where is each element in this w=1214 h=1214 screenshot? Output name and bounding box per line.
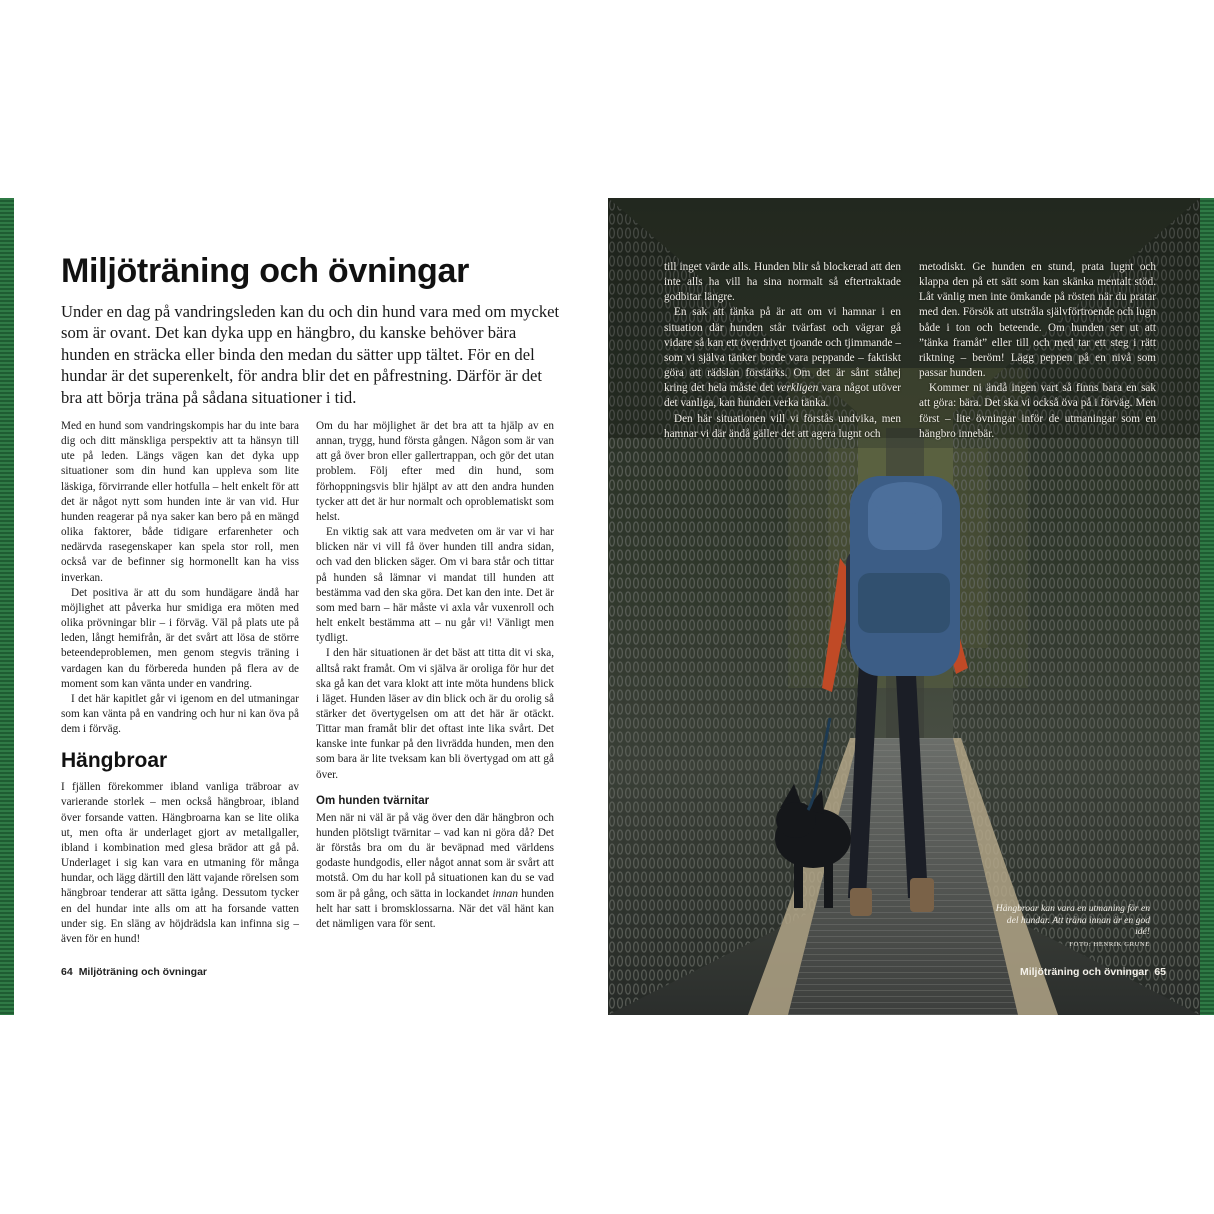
caption-text: Hängbroar kan vara en utmaning för en del hundar. Att träna innan är en god idé! <box>995 903 1150 937</box>
page-number: 64 <box>61 966 73 978</box>
body-paragraph <box>316 811 554 932</box>
body-paragraph: Med en hund som vandringskompis har du inte bara dig och ditt mänskliga perspektiv att ta hänsyn till ute på leden. Längs vägen kan det dyka upp situationer som din hund kan uppleva som lite läskiga, förvirrande eller hotfulla – helt enkelt för att det är något nytt som hunden inte är van vid. Hur hunden reagerar på nya saker kan bero på en mängd olika faktorer, både tidigare erfarenheter och nedärvda rasegenskaper kan spela stor roll, men också var de befinner sig hormonellt kan ha viss inverkan. <box>61 420 299 584</box>
text-run: hunden helt har satt i bromsklossarna. När det väl hänt kan det nämligen vara för sent. <box>316 887 554 930</box>
body-paragraph: I den här situationen är det bäst att titta dit vi ska, alltså rakt framåt. Om vi själva är oroliga för hur det ska gå kan det vara klokt att inte möta hundens blick i läget. Hunden läser av din blick och är du orolig så stärker det övertygelsen om att det här är otäckt. Tittar man framåt blir det oftast inte lika svårt. Det kanske inte funkar på den livrädda hunden, men den som bara är lite tveksam kan bli övertygad om att gå över. <box>316 647 554 781</box>
text-run: vara något utöver det vanliga, kan hunden verka tänka. <box>664 382 901 410</box>
body-paragraph <box>664 305 901 411</box>
photo-caption <box>992 903 1150 950</box>
body-paragraph: Det positiva är att du som hundägare ändå har möjlighet att påverka hur smidiga era möten med olika prövningar blir – i förväg. Väl på plats ute på leden, långt hemifrån, är det svårt att lösa de större beteendeproblemen, men genom stegvis träning i vardagen kan du förbereda hunden på flera av de moment som kan vänta under en vandring. <box>61 586 299 690</box>
right-page <box>608 198 1200 1015</box>
page-footer-right <box>1008 966 1166 978</box>
body-paragraph: Den här situationen vill vi förstås undvika, men hamnar vi där ändå gäller det att agera lugnt och <box>664 412 901 440</box>
page-footer-left <box>61 966 207 978</box>
body-paragraph: I det här kapitlet går vi igenom en del utmaningar som kan vänta på en vandring och hur ni kan öva på dem i förväg. <box>61 692 299 736</box>
right-column-1 <box>664 260 901 442</box>
running-title: Miljöträning och övningar <box>1019 966 1149 978</box>
body-paragraph: till inget värde alls. Hunden blir så blockerad att den inte alls ha vill ha sina normalt så eftertraktade godbitar längre. <box>664 261 901 304</box>
body-paragraph: metodiskt. Ge hunden en stund, prata lugnt och klappa den på ett sätt som kan skänka mentalt stöd. Låt vänlig men inte ömkande på rösten när du pratar med den. Försök att utstråla självförtroende och lugn både i ton och beteende. Om hunden ser ut att ”tänka framåt” eller till och med tar ett steg i rätt riktning – beröm! Lägg peppen på en nivå som passar hunden. <box>919 261 1156 380</box>
text-run: Men när ni väl är på väg över den där hängbron och hunden plötsligt tvärnitar – vad kan ni göra då? Det är förstås bra om du är beväpnad med världens godaste hundgodis, eller något annat som är svårt att motstå. Om du har koll på situationen kan du se vad som är på gång, och sätta in lockandet <box>316 811 554 900</box>
body-paragraph: Om du har möjlighet är det bra att ta hjälp av en annan, trygg, hund första gången. Någon som är van att gå över bron eller gallertrappan, och gör det utan problem. Följ efter med din hund, som förhoppningsvis blir hjälpt av att den andra hunden tycker att det är hur normalt och oproblematiskt som helst. <box>316 420 554 523</box>
running-title: Miljöträning och övningar <box>78 966 208 978</box>
page-number: 65 <box>1154 966 1166 978</box>
body-paragraph: I fjällen förekommer ibland vanliga träbroar av varierande storlek – men också hängbroar, ibland över forsande vatten. Hängbroarna kan se lite olika ut, men ofta är underlaget gjort av metallgaller, ibland i kombination med glesa brädor att gå på. Underlaget i sig kan vara en utmaning för många hundar, och lägg därtill den lätt vajande rörelsen som hängbroar tenderar att sätta igång. Dessutom tycker en del hundar inte alls om att ha forsande vatten under sig. En släng av höjdrädsla kan infinna sig – även för en hund! <box>61 781 299 945</box>
section-heading-hangbroar: Hängbroar <box>61 749 168 773</box>
body-paragraph: En viktig sak att vara medveten om är var vi har blicken när vi vill få över hunden till andra sidan, och vad den blicken säger. Om vi bara står och tittar på hunden så lämnar vi mandat till hunden att bestämma vad den ska göra. Det kan den inte. Det är som med barn – här måste vi axla vår vuxenroll och helt enkelt bestämma att – nu går vi! Vänligt men tydligt. <box>316 526 554 645</box>
section-subheading-tvarnitar: Om hunden tvärnitar <box>316 794 430 807</box>
left-column-1 <box>61 419 299 947</box>
intro-paragraph: Under en dag på vandringsleden kan du och din hund vara med om mycket som är ovant. Det kan dyka upp en hängbro, du kanske behöver bära hunden en sträcka eller binda den medan du sätter upp tältet. För en del hundar är det superenkelt, för andra blir det en påfrestning. Därför är det bra att börja träna på sådana situationer i tid. <box>61 302 560 407</box>
text-run: En sak att tänka på är att om vi hamnar i en situation där hunden står tvärfast och vägrar gå vidare så kan ett överdrivet tjoande och tjimmande – som vi själva tänker borde vara peppande – faktiskt göra att rädslan förstärks. Om det är sånt ståhej kring det hela måste det <box>664 306 901 395</box>
emphasis-text: verkligen <box>776 382 819 395</box>
left-column-2 <box>316 419 554 932</box>
photo-credit: FOTO: HENRIK GRUNE <box>1069 940 1150 948</box>
left-page <box>14 198 607 1015</box>
left-page-edge-stripe <box>0 198 14 1015</box>
chapter-heading: Miljöträning och övningar <box>61 252 470 290</box>
emphasis-text: innan <box>492 887 518 900</box>
body-paragraph: Kommer ni ändå ingen vart så finns bara en sak att göra: bära. Det ska vi också öva på i förväg. Men först – lite övningar inför de utmaningar som en hängbro innebär. <box>919 382 1156 440</box>
right-column-2 <box>919 260 1156 442</box>
right-page-edge-stripe <box>1200 198 1214 1015</box>
